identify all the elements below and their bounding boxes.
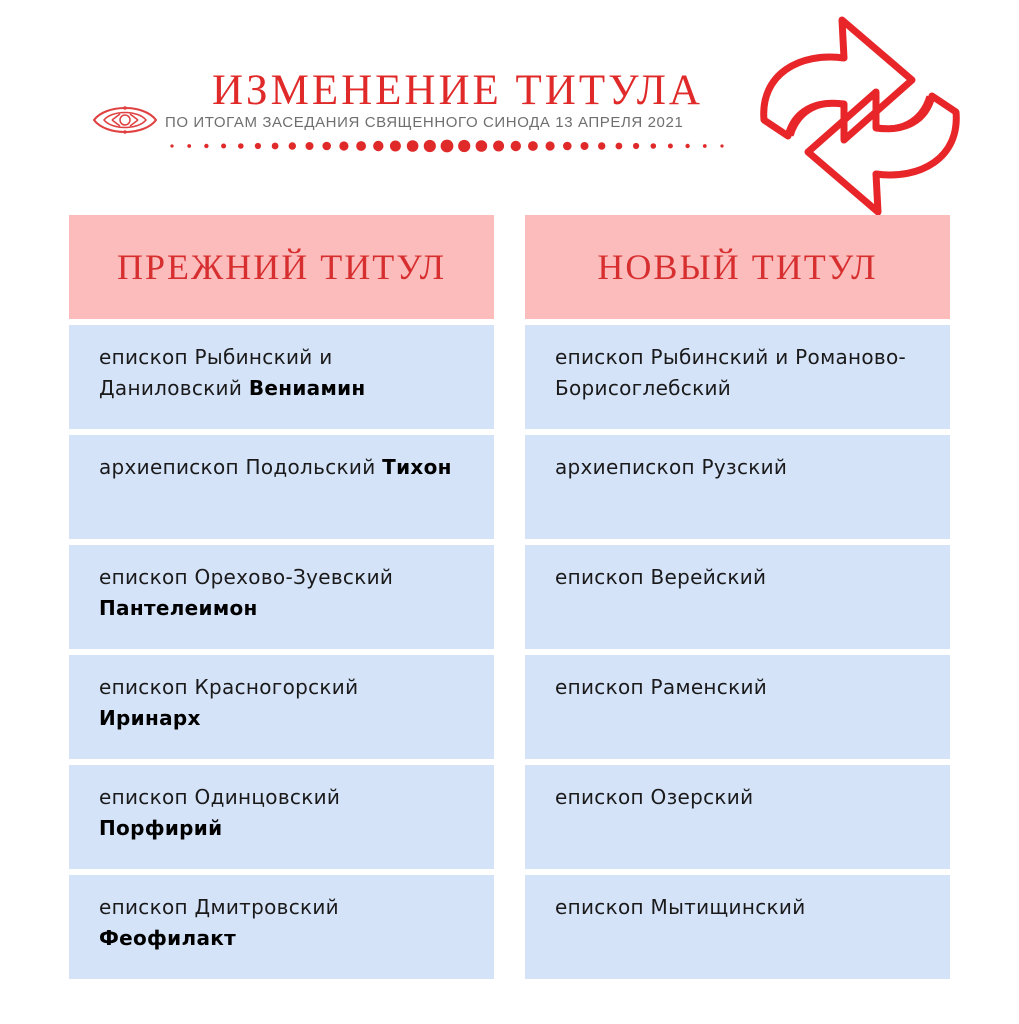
divider-dot (651, 143, 657, 149)
divider-dot (339, 141, 348, 150)
divider-dot (493, 141, 504, 152)
new-title-header: НОВЫЙ ТИТУЛ (525, 215, 950, 319)
bishop-name: Порфирий (99, 816, 223, 840)
divider-dot (563, 142, 572, 151)
new-title-cell: епископ Раменский (525, 655, 950, 759)
divider-dot (528, 141, 538, 151)
old-title-cell (69, 545, 494, 649)
old-title-text: епископ Одинцовский (99, 785, 341, 809)
dot-divider (168, 136, 728, 156)
old-title-header: ПРЕЖНИЙ ТИТУЛ (69, 215, 494, 319)
old-title-cell (69, 765, 494, 869)
divider-dot (306, 142, 314, 150)
divider-dot (616, 143, 623, 150)
page-subtitle: ПО ИТОГАМ ЗАСЕДАНИЯ СВЯЩЕННОГО СИНОДА 13 АПРЕЛЯ 2021 (165, 114, 684, 131)
divider-dot (322, 142, 331, 151)
divider-dot (458, 140, 470, 152)
old-title-text: епископ Красногорский (99, 675, 359, 699)
old-title-cell (69, 875, 494, 979)
bishop-name: Пантелеимон (99, 596, 258, 620)
divider-dot (204, 144, 208, 148)
old-title-text: епископ Рыбинский и Даниловский (99, 345, 333, 400)
new-title-cell: епископ Озерский (525, 765, 950, 869)
divider-dot (289, 142, 296, 149)
old-title-text: епископ Орехово-Зуевский (99, 565, 394, 589)
divider-dot (424, 140, 436, 152)
bishop-name: Феофилакт (99, 926, 237, 950)
refresh-arrows-icon (742, 12, 978, 222)
divider-dot (170, 144, 173, 147)
bishop-name: Тихон (382, 455, 452, 479)
page-title: ИЗМЕНЕНИЕ ТИТУЛА (212, 67, 703, 114)
divider-dot (633, 143, 639, 149)
old-title-column (69, 215, 494, 979)
new-title-cell: архиепископ Рузский (525, 435, 950, 539)
divider-dot (581, 142, 589, 150)
divider-dot (255, 143, 261, 149)
divider-dot (720, 144, 723, 147)
old-title-text: епископ Дмитровский (99, 895, 339, 919)
divider-dot (598, 142, 605, 149)
divider-dot (441, 140, 454, 153)
divider-dot (476, 140, 488, 152)
divider-dot (685, 144, 689, 148)
bishop-name: Иринарх (99, 706, 201, 730)
new-title-column (525, 215, 950, 979)
old-title-cell (69, 435, 494, 539)
bishop-name: Вениамин (248, 376, 366, 400)
divider-dot (511, 141, 521, 151)
divider-dot (546, 141, 555, 150)
old-title-text: архиепископ Подольский (99, 455, 376, 479)
divider-dot (272, 143, 279, 150)
divider-dot (390, 141, 401, 152)
divider-dot (356, 141, 366, 151)
divider-dot (221, 144, 226, 149)
divider-dot (407, 140, 419, 152)
new-title-cell: епископ Верейский (525, 545, 950, 649)
divider-dot (238, 143, 244, 149)
divider-dot (668, 144, 673, 149)
new-title-cell: епископ Мытищинский (525, 875, 950, 979)
new-title-cell: епископ Рыбинский и Романово-Борисоглебский (525, 325, 950, 429)
old-title-cell (69, 325, 494, 429)
ornament-icon (92, 102, 158, 138)
divider-dot (187, 144, 191, 148)
divider-dot (373, 141, 383, 151)
divider-dot (703, 144, 707, 148)
old-title-cell (69, 655, 494, 759)
